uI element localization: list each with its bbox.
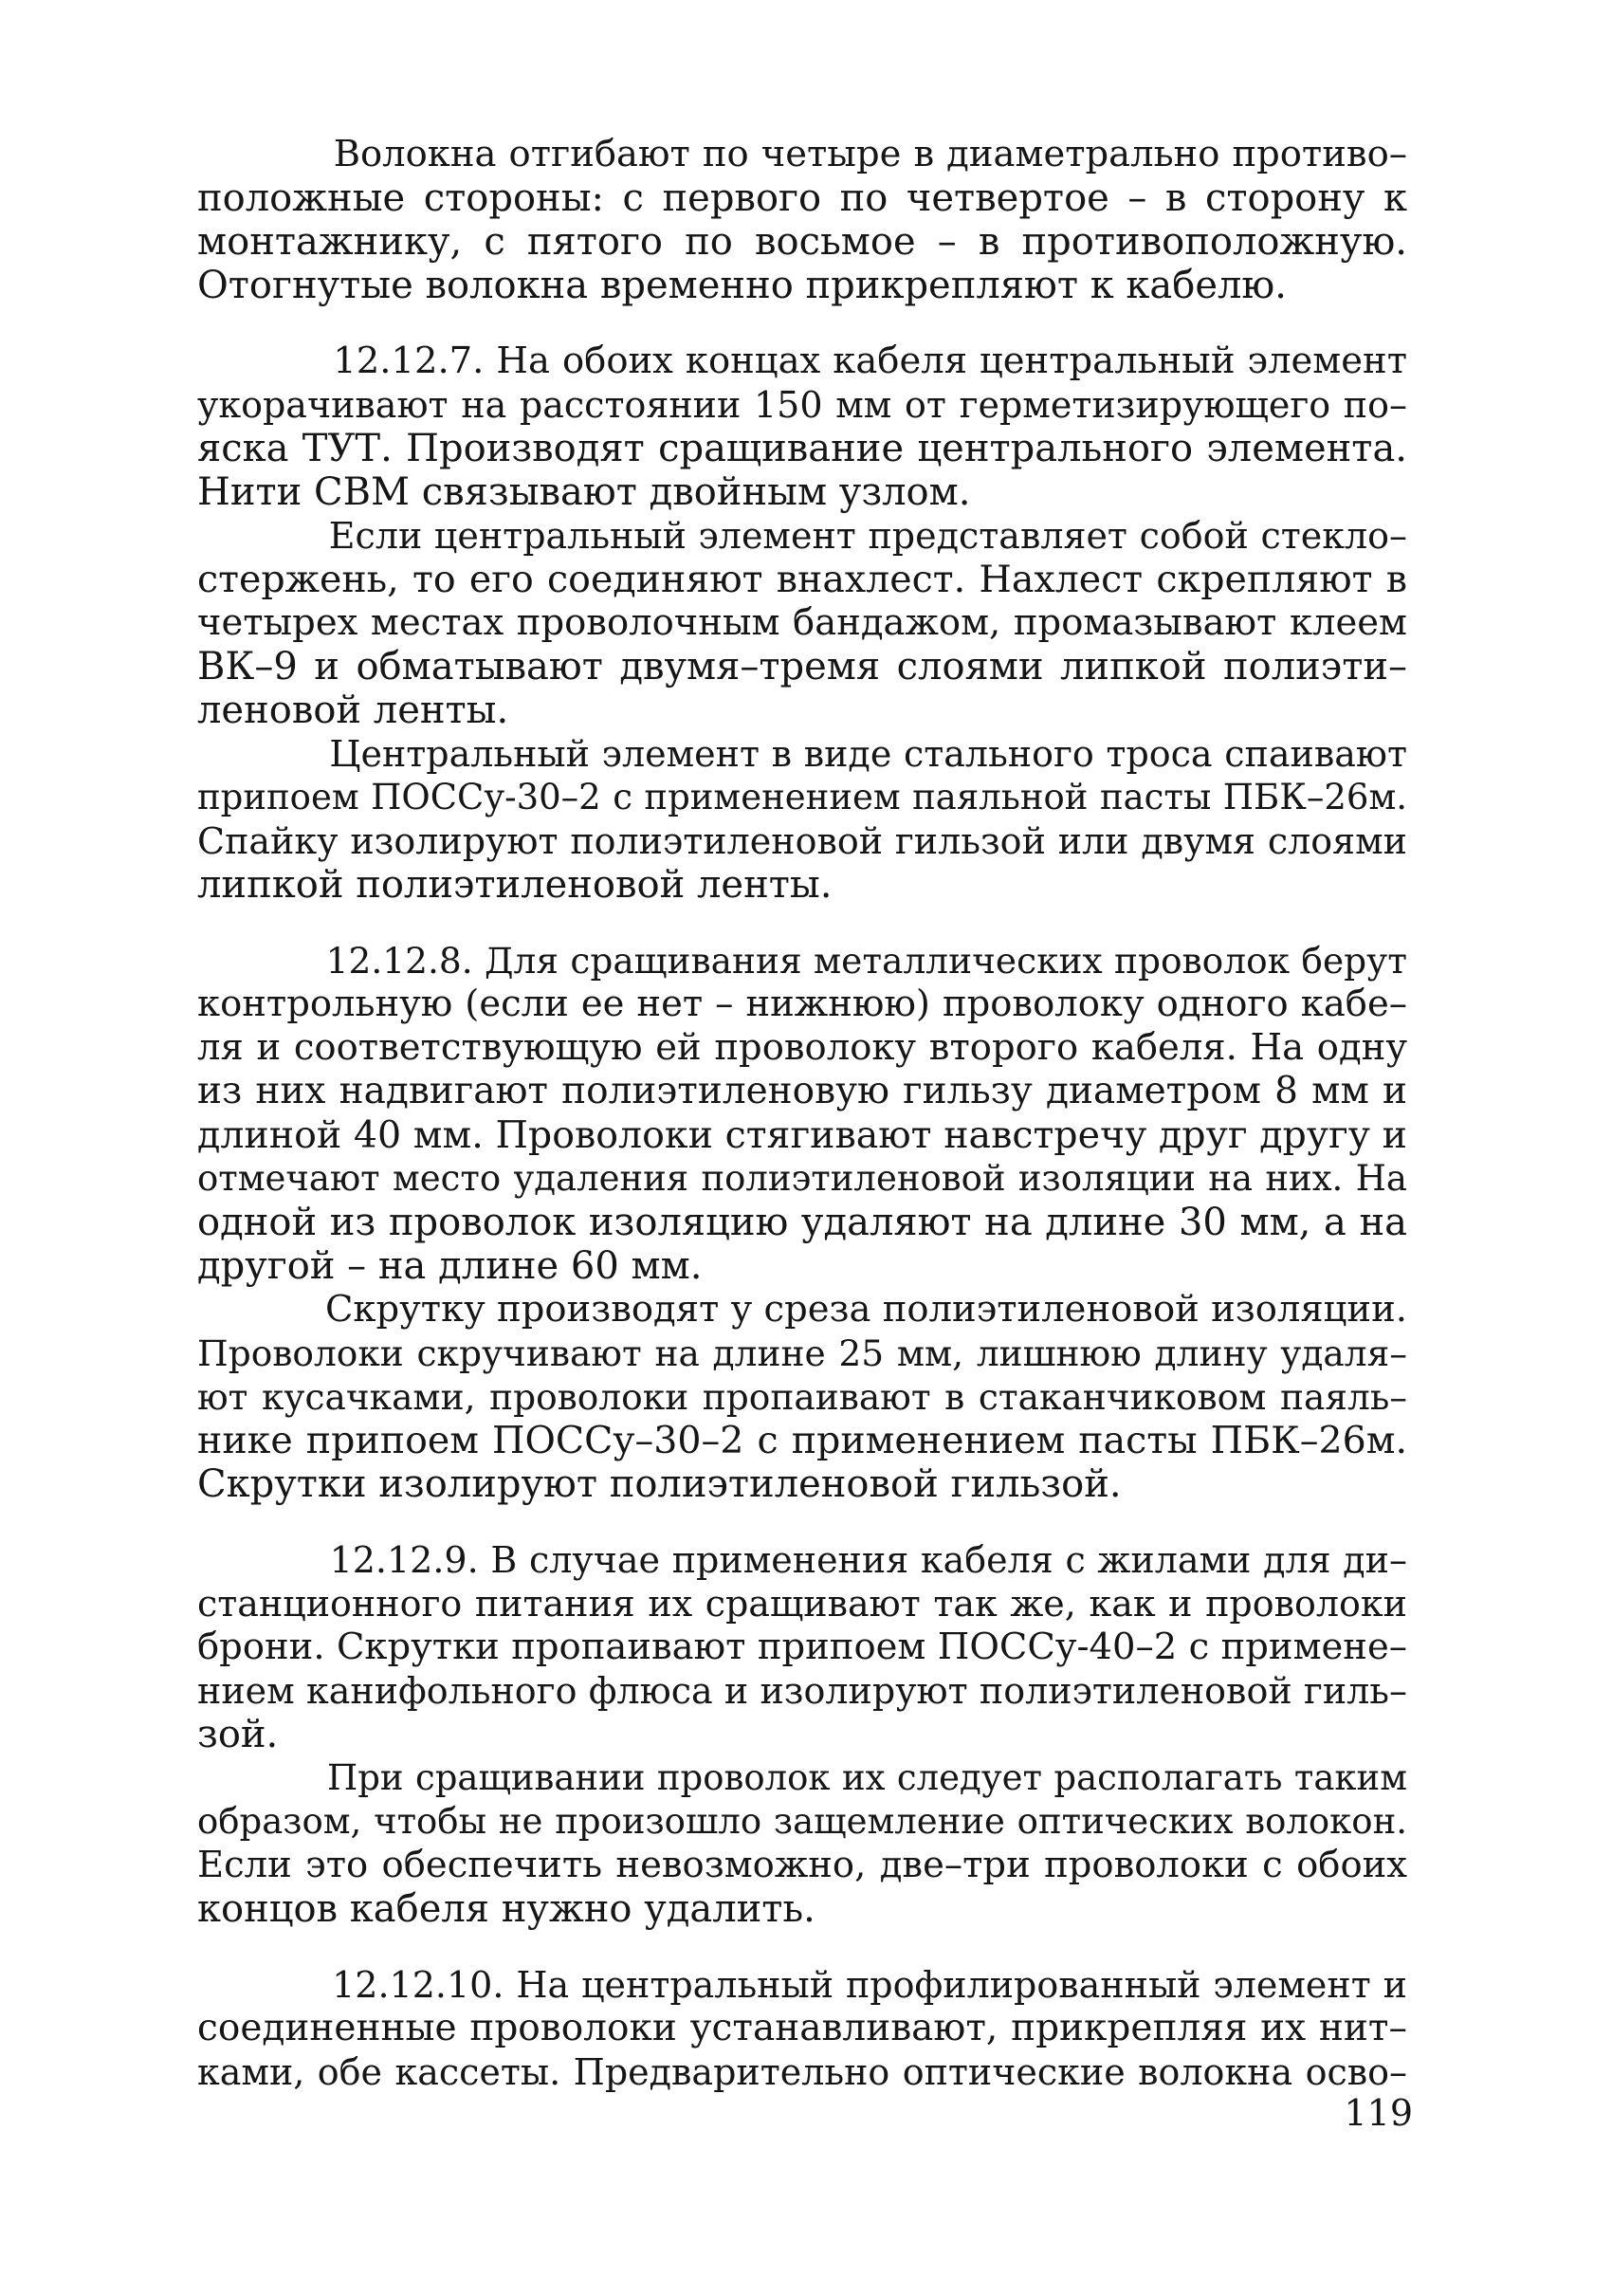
text-line: ют кусачками, проволоки пропаивают в стаканчиковом паяль–	[197, 1376, 1407, 1418]
paragraph-fiber-bending	[197, 133, 1407, 307]
paragraph-glass-rod	[197, 514, 1407, 732]
text-line: припоем ПОССу-30–2 с применением паяльной пасты ПБК–26м.	[197, 777, 1407, 817]
text-line: длиной 40 мм. Проволоки стягивают навстречу друг другу и	[197, 1113, 1407, 1157]
text-line: концов кабеля нужно удалить.	[197, 1887, 815, 1931]
text-line: станционного питания их сращивают так же, как и проволоки	[197, 1583, 1407, 1625]
text-line: 12.12.7. На обоих концах кабеля центральный элемент	[197, 340, 1407, 382]
text-line: 12.12.8. Для сращивания металлических проволок берут	[197, 940, 1407, 982]
paragraph-12-12-7	[197, 340, 1407, 514]
text-line: При сращивании проволок их следует располагать таким	[197, 1757, 1407, 1798]
text-line: Если это обеспечить невозможно, две–три проволоки с обоих	[197, 1844, 1407, 1886]
text-line: Волокна отгибают по четыре в диаметрально противо–	[197, 133, 1407, 175]
text-line: монтажнику, с пятого по восьмое – в противоположную.	[197, 220, 1407, 264]
text-line: Если центральный элемент представляет собой стекло–	[197, 515, 1407, 557]
page-body	[197, 133, 1407, 2094]
text-line: Нити СВМ связывают двойным узлом.	[197, 470, 971, 514]
text-line: соединенные проволоки устанавливают, прикрепляя их нит–	[197, 2007, 1407, 2049]
text-line: из них надвигают полиэтиленовую гильзу диаметром 8 мм и	[197, 1070, 1407, 1112]
page-number: 119	[1344, 2092, 1413, 2134]
text-line: зой.	[197, 1713, 279, 1756]
text-line: Скрутки изолируют полиэтиленовой гильзой.	[197, 1462, 1122, 1506]
text-line: леновой ленты.	[197, 689, 509, 732]
text-line: отмечают место удаления полиэтиленовой изоляции на них. На	[197, 1158, 1407, 1199]
text-line: 12.12.9. В случае применения кабеля с жилами для ди–	[197, 1539, 1407, 1581]
paragraph-12-12-9	[197, 1538, 1407, 1756]
paragraph-steel-cable	[197, 732, 1407, 907]
text-line: ля и соответствующую ей проволоку второго кабеля. На одну	[197, 1026, 1407, 1069]
text-line: ВК–9 и обматывают двумя–тремя слоями липкой полиэти–	[197, 645, 1407, 689]
text-line: нике припоем ПОССу–30–2 с применением пасты ПБК–26м.	[197, 1419, 1407, 1462]
text-line: четырех местах проволочным бандажом, промазывают клеем	[197, 601, 1407, 644]
text-line: нием канифольного флюса и изолируют полиэтиленовой гиль–	[197, 1670, 1407, 1712]
text-line: яска ТУТ. Производят сращивание центрального элемента.	[197, 427, 1407, 470]
text-line: ками, обе кассеты. Предварительно оптические волокна осво–	[197, 2051, 1407, 2093]
text-line: Спайку изолируют полиэтиленовой гильзой или двумя слоями	[197, 820, 1407, 862]
paragraph-12-12-10	[197, 1963, 1407, 2094]
text-line: контрольную (если ее нет – нижнюю) проволоку одного кабе–	[197, 983, 1407, 1025]
text-line: укорачивают на расстоянии 150 мм от герметизирующего по–	[197, 384, 1407, 426]
text-line: брони. Скрутки пропаивают припоем ПОССу-40–2 с примене–	[197, 1626, 1407, 1668]
text-line: Скрутку производят у среза полиэтиленовой изоляции.	[197, 1288, 1407, 1331]
paragraph-twisting	[197, 1288, 1407, 1506]
paragraph-wire-placement	[197, 1756, 1407, 1931]
text-line: Проволоки скручивают на длине 25 мм, лишнюю длину удаля–	[197, 1332, 1407, 1374]
paragraph-12-12-8	[197, 939, 1407, 1288]
text-line: Центральный элемент в виде стального троса спаивают	[197, 733, 1407, 775]
text-line: Отогнутые волокна временно прикрепляют к кабелю.	[197, 264, 1287, 307]
text-line: стержень, то его соединяют внахлест. Нахлест скрепляют в	[197, 558, 1407, 601]
text-line: образом, чтобы не произошло защемление оптических волокон.	[197, 1801, 1407, 1842]
text-line: одной из проволок изоляцию удаляют на длине 30 мм, а на	[197, 1201, 1407, 1244]
text-line: липкой полиэтиленовой ленты.	[197, 863, 833, 907]
text-line: другой – на длине 60 мм.	[197, 1244, 703, 1288]
text-line: 12.12.10. На центральный профилированный элемент и	[197, 1964, 1407, 2006]
text-line: положные стороны: с первого по четвертое – в сторону к	[197, 176, 1407, 220]
